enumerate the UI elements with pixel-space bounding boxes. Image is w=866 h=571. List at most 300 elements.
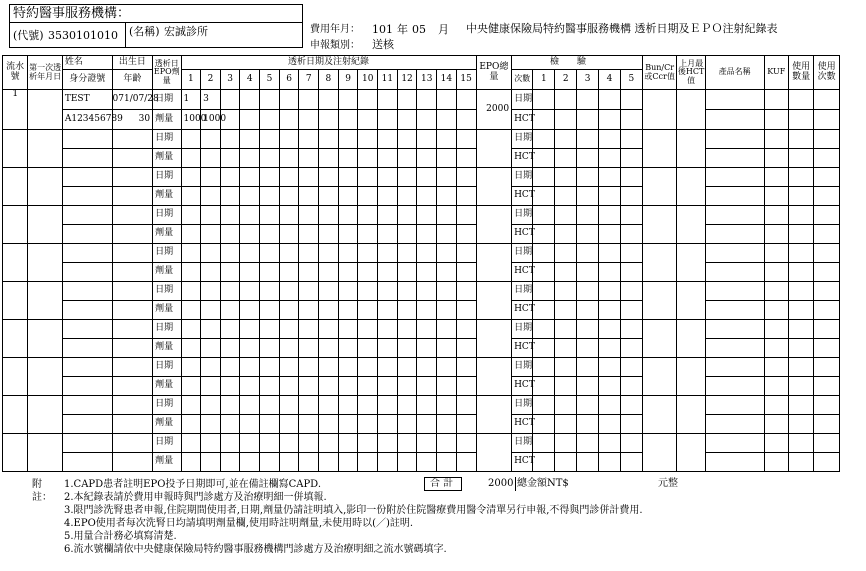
cell-day-date [181,206,201,225]
cell-test-hct: HCT [512,149,533,168]
cell-day-dose [456,225,476,244]
cell-day-dose [201,301,221,320]
cell-test-day [577,396,599,415]
cell-day-dose [397,415,417,434]
cell-product [705,110,764,130]
name-value: 宏誠診所 [164,25,208,38]
cell-day-date [358,90,378,110]
cell-day-date [279,434,299,453]
cell-day-date [319,206,339,225]
cell-test-value [555,110,577,130]
cell-row-dose: 劑量 [153,187,181,206]
cell-age [112,377,153,396]
cell-use-qty [788,187,813,206]
cell-row-date: 日期 [153,168,181,187]
cell-day-date [201,396,221,415]
cell-day-date [260,90,280,110]
cell-day-dose [260,453,280,472]
cell-test-day [555,244,577,263]
cell-kuf [764,263,788,282]
cell-day-dose [358,149,378,168]
cell-day-dose [397,149,417,168]
cell-use-times [814,90,840,110]
cell-day-dose: 1000 [181,110,201,130]
cell-row-dose: 劑量 [153,339,181,358]
fee-month-label: 費用年月： [310,24,360,35]
cell-day-dose [319,377,339,396]
cell-day-date [319,168,339,187]
cell-id [62,453,112,472]
cell-test-day [577,434,599,453]
cell-day-dose [220,187,240,206]
cell-day-date [220,282,240,301]
cell-product [705,453,764,472]
cell-test-date: 日期 [512,396,533,415]
amount-label: 總金額NT$ [517,478,569,489]
cell-day-date [240,206,260,225]
cell-day-dose [417,187,437,206]
cell-kuf [764,110,788,130]
cell-use-qty [788,149,813,168]
cell-id [62,149,112,168]
cell-test-day [599,434,621,453]
cell-use-times [814,320,840,339]
cell-day-date [378,206,398,225]
col-day: 14 [437,70,457,90]
cell-day-dose [397,187,417,206]
table-row [3,225,840,244]
cell-last-hct [677,90,705,130]
cell-day-dose [397,339,417,358]
cell-day-dose [338,187,358,206]
month-char: 月 [438,23,449,36]
note-item: 5.用量合計務必填寫清楚. [64,531,177,542]
cell-day-date [456,90,476,110]
cell-day-dose [181,263,201,282]
cell-day-date [437,320,457,339]
cell-id [62,263,112,282]
cell-test-day [533,358,555,377]
cell-test-day [555,358,577,377]
cell-day-date [279,396,299,415]
cell-day-dose [456,149,476,168]
cell-day-dose [338,110,358,130]
total-value: 2000 [488,478,514,489]
cell-day-date [279,90,299,110]
cell-day-date [338,282,358,301]
cell-row-dose: 劑量 [153,377,181,396]
cell-id: A123456789 [62,110,112,130]
cell-test-day [599,90,621,110]
cell-day-date [319,282,339,301]
cell-test-value [577,263,599,282]
cell-test-value [599,415,621,434]
col-day: 6 [279,70,299,90]
cell-day-dose [378,225,398,244]
cell-kuf [764,149,788,168]
cell-epo-total [476,434,512,472]
cell-kuf [764,415,788,434]
cell-day-dose [181,415,201,434]
cell-kuf [764,453,788,472]
cell-use-qty [788,110,813,130]
cell-test-day [599,130,621,149]
cell-test-value [577,301,599,320]
cell-test-date: 日期 [512,358,533,377]
cell-day-dose [240,110,260,130]
table-row [3,415,840,434]
cell-day-date [201,206,221,225]
cell-test-day [620,320,642,339]
cell-day-date [279,358,299,377]
cell-day-dose [456,301,476,320]
cell-day-dose [260,415,280,434]
cell-day-date [201,168,221,187]
cell-day-date [397,434,417,453]
table-row [3,244,840,263]
cell-day-dose [417,263,437,282]
cell-day-dose [378,339,398,358]
col-day: 2 [201,70,221,90]
cell-day-date [220,244,240,263]
cell-kuf [764,225,788,244]
cell-day-dose [417,301,437,320]
cell-day-date [456,282,476,301]
cell-day-date [240,90,260,110]
col-day: 8 [319,70,339,90]
cell-day-dose [358,301,378,320]
cell-day-date [299,130,319,149]
cell-use-times [814,282,840,301]
cell-day-date [358,434,378,453]
cell-test-day [555,396,577,415]
cell-product [705,149,764,168]
cell-serial [3,434,28,472]
cell-epo-total [476,320,512,358]
cell-day-dose [201,339,221,358]
cell-use-qty [788,225,813,244]
cell-test-day [577,168,599,187]
cell-day-date [220,358,240,377]
cell-test-value [533,415,555,434]
cell-day-dose [299,149,319,168]
cell-day-date [378,282,398,301]
cell-test-hct: HCT [512,225,533,244]
cell-test-value [577,187,599,206]
cell-day-date [456,358,476,377]
cell-test-day [620,434,642,453]
cell-product [705,187,764,206]
cell-day-dose [260,301,280,320]
cell-test-value [533,263,555,282]
cell-product [705,301,764,320]
cell-kuf [764,168,788,187]
cell-first [28,396,62,434]
cell-test-date: 日期 [512,90,533,110]
cell-day-date [220,206,240,225]
cell-day-dose [279,225,299,244]
cell-name [62,206,112,225]
cell-day-dose [437,415,457,434]
cell-name [62,282,112,301]
cell-day-dose [417,453,437,472]
col-bun: Bun/Cr或Ccr值 [642,56,676,90]
cell-first [28,282,62,320]
cell-day-date [319,434,339,453]
cell-product [705,396,764,415]
cell-test-day [599,168,621,187]
col-epo-total: EPO總量 [476,56,512,90]
cell-use-qty [788,358,813,377]
cell-day-date [417,244,437,263]
cell-day-date [181,282,201,301]
cell-birth [112,434,153,453]
cell-day-date [417,206,437,225]
cell-kuf [764,244,788,263]
cell-day-dose [456,453,476,472]
cell-day-date [358,358,378,377]
cell-day-dose [181,225,201,244]
cell-use-qty [788,90,813,110]
cell-test-value [599,339,621,358]
cell-day-dose [279,415,299,434]
cell-day-date [240,358,260,377]
cell-day-dose [299,377,319,396]
cell-day-dose [201,453,221,472]
cell-day-date [279,244,299,263]
cell-test-day [533,168,555,187]
cell-row-date: 日期 [153,130,181,149]
cell-day-date [319,396,339,415]
cell-day-dose [437,339,457,358]
cell-day-date [279,130,299,149]
cell-test-value [620,453,642,472]
cell-test-date: 日期 [512,320,533,339]
cell-serial [3,244,28,282]
cell-day-date [417,434,437,453]
cell-day-date [358,244,378,263]
cell-day-dose [240,149,260,168]
cell-day-date [260,282,280,301]
cell-day-date [319,130,339,149]
table-row [3,358,840,377]
cell-product [705,263,764,282]
cell-test-hct: HCT [512,110,533,130]
cell-test-day [555,434,577,453]
cell-bun [642,168,676,206]
cell-bun [642,130,676,168]
table-row [3,301,840,320]
cell-id [62,301,112,320]
cell-day-date [437,358,457,377]
cell-product [705,130,764,149]
cell-test-hct: HCT [512,301,533,320]
cell-test-date: 日期 [512,130,533,149]
cell-day-date [220,434,240,453]
report-type-value: 送核 [372,38,394,51]
col-birth: 出生日 [112,56,153,70]
cell-day-date [378,168,398,187]
year-char: 年 [397,23,408,36]
cell-bun [642,282,676,320]
cell-day-dose [240,377,260,396]
code-label: (代號) [13,29,44,42]
table-row [3,168,840,187]
cell-day-dose [240,453,260,472]
cell-test-value [533,110,555,130]
cell-birth [112,244,153,263]
cell-day-dose [358,453,378,472]
cell-product [705,244,764,263]
cell-kuf [764,377,788,396]
cell-serial [3,320,28,358]
col-day: 3 [220,70,240,90]
cell-test-value [533,453,555,472]
cell-birth [112,320,153,339]
cell-test-value [599,377,621,396]
cell-row-date: 日期 [153,396,181,415]
cell-day-dose [240,415,260,434]
cell-row-dose: 劑量 [153,415,181,434]
cell-day-date: 3 [201,90,221,110]
cell-day-date [220,320,240,339]
cell-day-dose [279,149,299,168]
cell-test-value [577,225,599,244]
cell-id [62,415,112,434]
cell-day-date [437,130,457,149]
cell-test-value [555,415,577,434]
cell-day-dose [201,149,221,168]
cell-day-date [456,320,476,339]
cell-last-hct [677,130,705,168]
cell-day-dose [181,187,201,206]
cell-test-value [620,339,642,358]
cell-serial [3,206,28,244]
cell-test-value [577,453,599,472]
cell-day-date [299,282,319,301]
cell-id [62,187,112,206]
cell-test-value [555,149,577,168]
cell-test-value [533,149,555,168]
cell-day-dose [220,415,240,434]
cell-day-date [319,244,339,263]
cell-day-date [260,168,280,187]
cell-test-value [599,110,621,130]
cell-day-dose [378,110,398,130]
cell-day-dose [260,263,280,282]
cell-test-day [599,396,621,415]
note-item: 6.流水號欄請依中央健康保險局特約醫事服務機構門診處方及治療明細之流水號碼填字. [64,544,447,555]
cell-bun [642,434,676,472]
cell-day-dose [220,149,240,168]
cell-test-hct: HCT [512,415,533,434]
cell-last-hct [677,244,705,282]
cell-day-date [201,244,221,263]
cell-day-date [378,130,398,149]
cell-test-day [577,244,599,263]
fee-year: 101 [372,23,393,36]
cell-test-hct: HCT [512,187,533,206]
cell-day-dose [201,263,221,282]
cell-day-dose [319,263,339,282]
cell-use-times [814,149,840,168]
cell-day-date [378,244,398,263]
col-test-day: 4 [599,70,621,90]
cell-day-dose [417,339,437,358]
cell-day-dose [260,187,280,206]
cell-day-date [299,168,319,187]
cell-test-day [555,320,577,339]
cell-day-date [437,282,457,301]
cell-day-date [338,358,358,377]
cell-name [62,434,112,453]
cell-last-hct [677,282,705,320]
table-row [3,110,840,130]
cell-kuf [764,130,788,149]
cell-use-times [814,187,840,206]
cell-bun [642,320,676,358]
cell-day-dose [437,263,457,282]
cell-last-hct [677,396,705,434]
cell-day-dose [279,187,299,206]
cell-day-dose [358,339,378,358]
cell-day-date [338,396,358,415]
cell-row-dose: 劑量 [153,453,181,472]
cell-id [62,225,112,244]
cell-day-dose [319,453,339,472]
cell-test-day [599,320,621,339]
cell-day-dose [338,339,358,358]
cell-bun [642,244,676,282]
col-records: 透析日期及注射紀錄 [181,56,476,70]
cell-test-day [577,282,599,301]
cell-age [112,187,153,206]
cell-day-dose [299,110,319,130]
cell-day-date [358,396,378,415]
cell-use-qty [788,320,813,339]
cell-epo-total [476,244,512,282]
cell-use-times [814,434,840,453]
cell-use-qty [788,206,813,225]
col-use-qty: 使用數量 [788,56,813,90]
cell-day-dose [299,225,319,244]
cell-epo-total [476,130,512,168]
cell-day-dose [279,110,299,130]
cell-test-day [555,168,577,187]
cell-use-qty [788,453,813,472]
cell-test-date: 日期 [512,434,533,453]
cell-test-date: 日期 [512,244,533,263]
cell-day-date [397,244,417,263]
cell-test-value [555,225,577,244]
cell-birth [112,130,153,149]
col-day: 4 [240,70,260,90]
cell-day-dose [319,339,339,358]
cell-day-date [299,358,319,377]
cell-day-date [417,282,437,301]
cell-test-day [620,396,642,415]
cell-day-dose [260,339,280,358]
cell-birth [112,396,153,415]
cell-last-hct [677,206,705,244]
col-test-day: 3 [577,70,599,90]
cell-row-date: 日期 [153,320,181,339]
cell-test-value [577,110,599,130]
col-day: 9 [338,70,358,90]
cell-age [112,415,153,434]
cell-serial [3,282,28,320]
cell-day-dose [299,339,319,358]
